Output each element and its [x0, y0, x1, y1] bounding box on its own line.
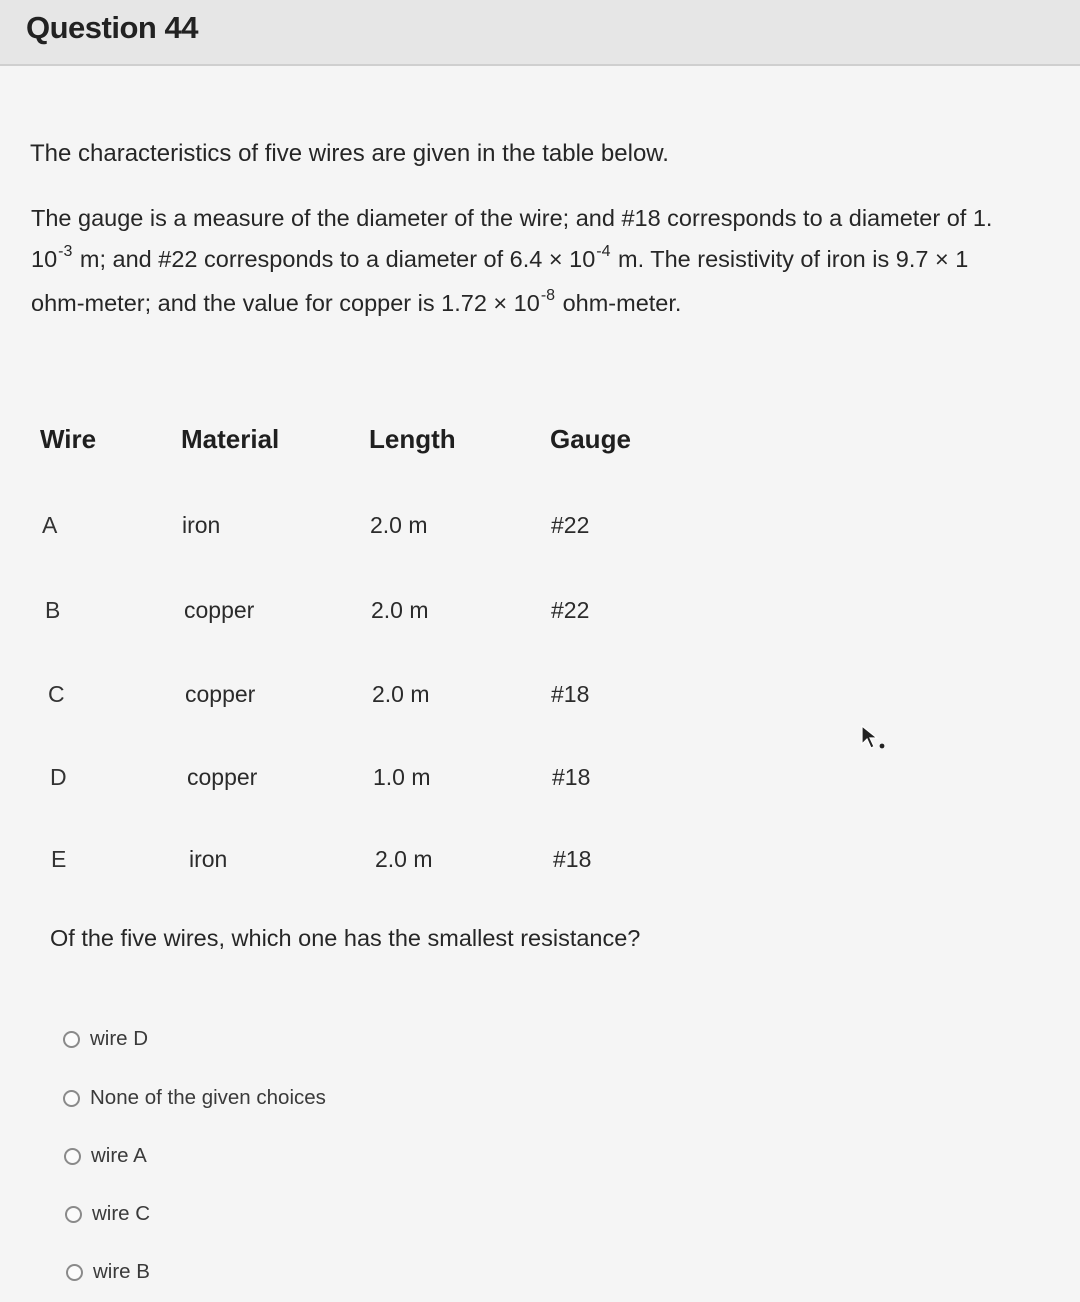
- cell-length: 2.0 m: [375, 846, 433, 872]
- cell-material: copper: [185, 681, 256, 707]
- radio-button-icon[interactable]: [66, 1264, 83, 1281]
- radio-button-icon[interactable]: [63, 1031, 80, 1048]
- option-label: wire A: [91, 1144, 147, 1167]
- option-label: None of the given choices: [90, 1086, 326, 1109]
- description-line-1: The gauge is a measure of the diameter of the wire; and #18 corresponds to a diameter of 1.: [31, 205, 993, 231]
- mouse-pointer-icon: [860, 724, 888, 752]
- option-label: wire D: [90, 1027, 149, 1050]
- exponent: -4: [596, 243, 611, 260]
- exponent: -3: [58, 243, 73, 260]
- option-wire-a[interactable]: [64, 1144, 147, 1168]
- cell-gauge: #18: [551, 681, 590, 707]
- cell-wire: C: [48, 681, 65, 707]
- option-wire-b[interactable]: [66, 1260, 150, 1284]
- question-header: [0, 0, 1080, 66]
- question-intro: The characteristics of five wires are given in the table below.: [30, 140, 669, 167]
- radio-button-icon[interactable]: [63, 1090, 80, 1107]
- option-wire-c[interactable]: [65, 1202, 150, 1226]
- cell-wire: A: [42, 512, 58, 538]
- cell-length: 2.0 m: [371, 597, 429, 623]
- cell-wire: E: [51, 846, 67, 872]
- header-gauge: Gauge: [550, 424, 631, 454]
- description-text: ohm-meter.: [556, 290, 682, 316]
- header-length: Length: [369, 424, 456, 454]
- cell-gauge: #22: [551, 512, 590, 538]
- cell-length: 1.0 m: [373, 764, 431, 790]
- header-wire: Wire: [40, 424, 97, 454]
- cell-length: 2.0 m: [370, 512, 428, 538]
- cell-material: iron: [189, 846, 228, 872]
- description-text: ohm-meter; and the value for copper is 1.72 × 10: [31, 290, 540, 316]
- option-wire-d[interactable]: [63, 1027, 148, 1051]
- cell-material: copper: [184, 597, 255, 623]
- question-description: [31, 198, 1080, 327]
- cell-wire: D: [50, 764, 67, 790]
- description-text: m. The resistivity of iron is 9.7 × 1: [611, 246, 969, 272]
- cell-gauge: #18: [553, 846, 592, 872]
- exponent: -8: [540, 287, 556, 304]
- description-text: 10: [31, 246, 58, 272]
- option-label: wire C: [92, 1202, 151, 1225]
- header-material: Material: [181, 424, 280, 454]
- cell-gauge: #22: [551, 597, 590, 623]
- radio-button-icon[interactable]: [65, 1206, 82, 1223]
- cell-material: copper: [187, 764, 258, 790]
- cell-gauge: #18: [552, 764, 591, 790]
- description-line-2: [31, 239, 1080, 283]
- cell-length: 2.0 m: [372, 681, 430, 707]
- question-title: Question 44: [26, 10, 198, 45]
- cell-wire: B: [45, 597, 61, 623]
- option-label: wire B: [93, 1260, 150, 1283]
- radio-button-icon[interactable]: [64, 1148, 81, 1165]
- cell-material: iron: [182, 512, 221, 538]
- option-none[interactable]: [63, 1086, 326, 1110]
- question-prompt: Of the five wires, which one has the smallest resistance?: [50, 925, 641, 951]
- description-line-3: [31, 283, 1080, 327]
- description-text: m; and #22 corresponds to a diameter of 6.4 × 10: [73, 246, 596, 272]
